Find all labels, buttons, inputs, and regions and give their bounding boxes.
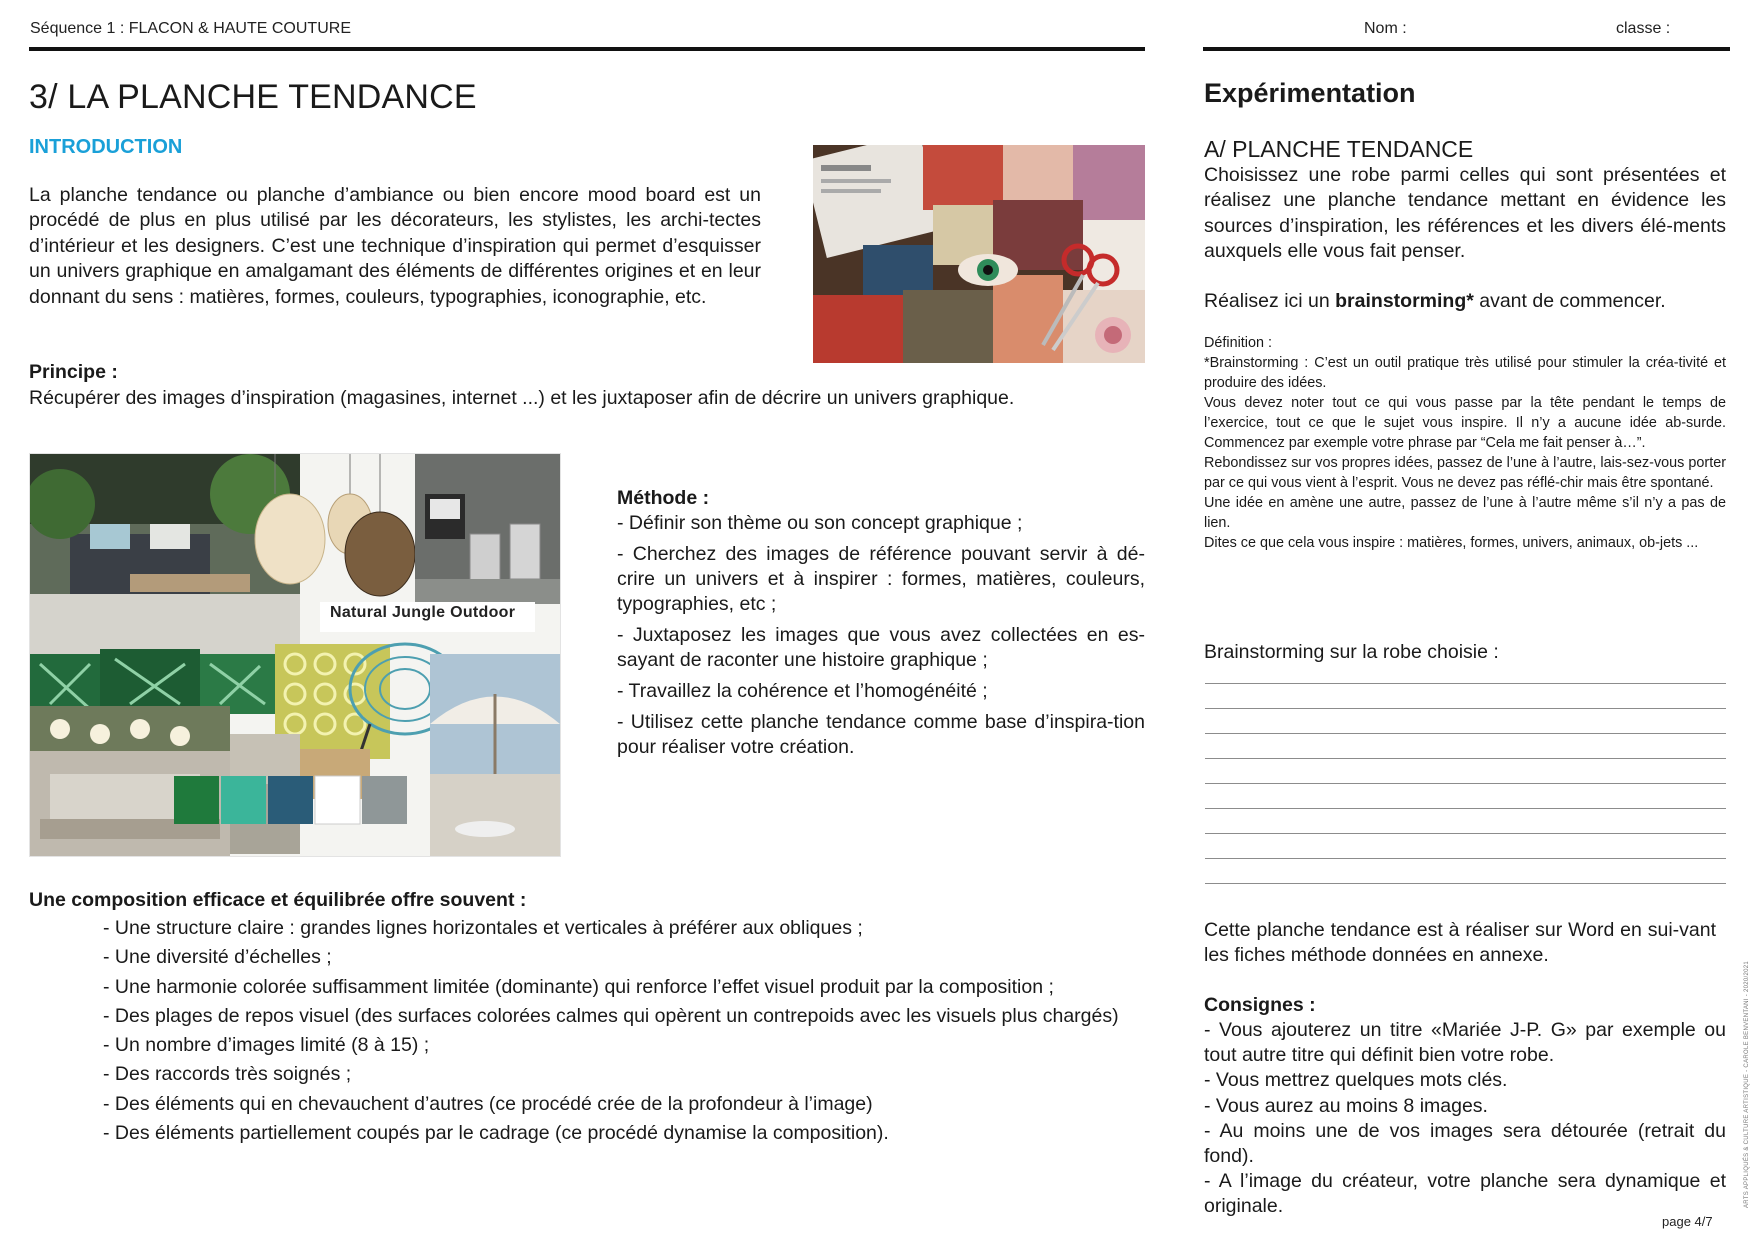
methode-item: - Utilisez cette planche tendance comme base d’inspira-tion pour réaliser votre création. [617, 711, 1145, 758]
moodboard-image [29, 453, 561, 857]
principe-text: Récupérer des images d’inspiration (magasines, internet ...) et les juxtaposer afin de décrire un univers graphique. [29, 387, 1015, 409]
composition-item: - Un nombre d’images limité (8 à 15) ; [103, 1034, 430, 1057]
consigne-item: - A l’image du créateur, votre planche sera dynamique et originale. [1204, 1170, 1726, 1218]
brainstorm-bold: brainstorming* [1335, 290, 1474, 312]
classe-label: classe : [1616, 20, 1671, 37]
methode-item: - Cherchez des images de référence pouvant servir à dé-crire un univers et à inspirer : formes, matières, couleurs, typographies, etc ; [617, 543, 1145, 615]
writing-line [1205, 683, 1726, 684]
methode-item: - Juxtaposez les images que vous avez collectées en es-sayant de raconter une histoire graphique ; [617, 624, 1145, 671]
composition-item: - Une structure claire : grandes lignes horizontales et verticales à préférer aux obliques ; [103, 917, 863, 939]
writing-line [1205, 783, 1726, 784]
page-number: page 4/7 [1662, 1214, 1713, 1229]
intro-paragraph: La planche tendance ou planche d’ambiance ou bien encore mood board est un procédé de plus en plus utilisé par les décorateurs, les stylistes, les archi-tectes d’intérieur et les designers. C’est une technique d’inspiration qui permet d’esquisser un univers graphique en amalgamant des éléments de différentes origines et en leur donnant du sens : matières, formes, couleurs, typographies, iconographie, etc. [29, 184, 761, 308]
composition-item: - Une diversité d’échelles ; [103, 946, 332, 969]
methode-heading: Méthode : [617, 487, 710, 509]
writing-line [1205, 858, 1726, 859]
writing-line [1205, 708, 1726, 709]
word-note: Cette planche tendance est à réaliser sur Word en sui-vant les fiches méthode données en annexe. [1204, 919, 1716, 967]
instruction-paragraph: Choisissez une robe parmi celles qui sont présentées et réalisez une planche tendance mettant en évidence les sources d’inspiration, les références et les divers élé-ments auxquels elle vous fait penser. [1204, 164, 1726, 263]
consignes-list [1204, 1018, 1726, 1220]
composition-heading: Une composition efficace et équilibrée offre souvent : [29, 889, 527, 911]
brainstorm-robe-label: Brainstorming sur la robe choisie : [1204, 641, 1499, 663]
definition-line: Rebondissez sur vos propres idées, passez de l’une à l’autre, lais-sez-vous porter par ce qui vous vient à l’esprit. Vous ne devez pas réflé-chir mais être spontané. [1204, 455, 1726, 491]
definition-line: Vous devez noter tout ce qui vous passe par la tête pendant le temps de l’exercice, tout ce que le sujet vous inspire. Il n’y a aucune idée ab-surde. Commencez par exemple votre phrase par “Cela me fait penser à…”. [1204, 395, 1726, 451]
sequence-title: Séquence 1 : FLACON & HAUTE COUTURE [30, 20, 351, 37]
header-rule-left [29, 47, 1145, 51]
methode-list [617, 511, 1145, 766]
nom-label: Nom : [1364, 20, 1407, 37]
composition-item: - Des plages de repos visuel (des surfaces colorées calmes qui opèrent un contrepoids avec les visuels plus chargés) [103, 1004, 1119, 1027]
page-title: 3/ LA PLANCHE TENDANCE [29, 78, 477, 116]
principe-heading: Principe : [29, 361, 118, 383]
consigne-item: - Au moins une de vos images sera détourée (retrait du fond). [1204, 1119, 1726, 1168]
composition-item: - Une harmonie colorée suffisamment limitée (dominante) qui renforce l’effet visuel produit par la composition ; [103, 975, 1054, 998]
composition-item: - Des éléments partiellement coupés par le cadrage (ce procédé dynamise la composition). [103, 1122, 889, 1145]
methode-item: - Travaillez la cohérence et l’homogénéité ; [617, 680, 988, 702]
definition-line: Dites ce que cela vous inspire : matières, formes, univers, animaux, ob-jets ... [1204, 535, 1699, 551]
collage-photo [813, 145, 1145, 363]
moodboard-caption: Natural Jungle Outdoor [330, 604, 516, 621]
definition-line: Une idée en amène une autre, passez de l’une à l’autre même s’il n’y a pas de lien. [1204, 495, 1726, 531]
intro-heading: INTRODUCTION [29, 136, 183, 158]
header-rule-right [1203, 47, 1730, 51]
experimentation-heading: Expérimentation [1204, 78, 1416, 108]
brainstorm-post: avant de commencer. [1473, 290, 1666, 312]
definition-block [1204, 333, 1726, 553]
composition-list [103, 914, 1119, 1148]
brainstorm-pre: Réalisez ici un [1204, 290, 1336, 312]
definition-line: *Brainstorming : C’est un outil pratique très utilisé pour stimuler la créa-tivité et produire des idées. [1204, 355, 1726, 391]
composition-item: - Des éléments qui en chevauchent d’autres (ce procédé crée de la profondeur à l’image) [103, 1092, 873, 1115]
methode-item: - Définir son thème ou son concept graphique ; [617, 512, 1023, 534]
consigne-item: - Vous ajouterez un titre «Mariée J-P. G» par exemple ou tout autre titre qui définit bien votre robe. [1204, 1019, 1726, 1067]
consignes-heading: Consignes : [1204, 994, 1316, 1016]
writing-line [1205, 808, 1726, 809]
writing-line [1205, 833, 1726, 834]
side-credit: ARTS APPLIQUÉS & CULTURE ARTISTIQUE - CAROLE BENVENTANI - 2020/2021 [1744, 960, 1750, 1208]
consigne-item: - Vous mettrez quelques mots clés. [1204, 1069, 1508, 1092]
writing-line [1205, 758, 1726, 759]
composition-item: - Des raccords très soignés ; [103, 1063, 352, 1086]
writing-line [1205, 883, 1726, 884]
planche-subheading: A/ PLANCHE TENDANCE [1204, 136, 1474, 162]
brainstorm-instruction [1204, 289, 1666, 314]
consigne-item: - Vous aurez au moins 8 images. [1204, 1094, 1488, 1117]
definition-label: Définition : [1204, 335, 1272, 351]
writing-line [1205, 733, 1726, 734]
